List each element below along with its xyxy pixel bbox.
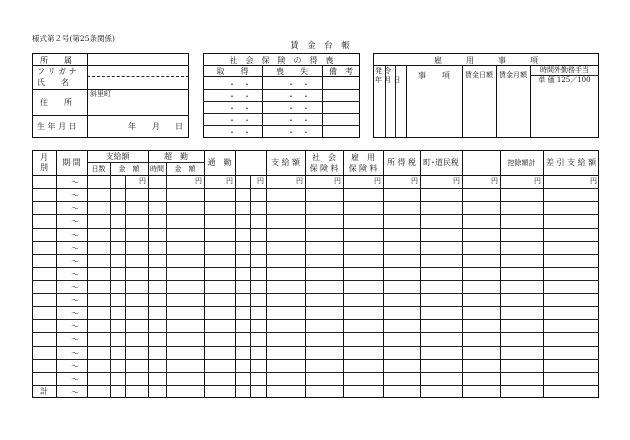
hdr-shikyugaku-total: 支 給 額	[270, 158, 301, 167]
hdr-juminzei: 町･道民税	[423, 158, 459, 167]
si-dot: ・	[287, 128, 295, 137]
ledger-row-line	[32, 267, 599, 268]
hdr-kojo-total: 控除額計	[507, 159, 536, 167]
hdr-shotokuzei: 所 得 税	[386, 158, 417, 167]
yen-unit: 円	[491, 177, 498, 185]
period-tilde: ～	[71, 256, 79, 266]
label-overtime-1: 時間外勤務手当	[540, 66, 589, 74]
col-soshitsu: 喪 失	[276, 67, 308, 76]
si-dot: ・	[243, 104, 251, 113]
birth-month-unit: 月	[152, 122, 160, 131]
total-label: 計	[40, 387, 48, 396]
si-dot: ・	[302, 104, 310, 113]
hdr-chokin: 超 勤	[164, 152, 188, 161]
ledger-row-line	[32, 214, 599, 215]
hdr-koyo-2: 保 険 料	[348, 164, 378, 173]
si-dot: ・	[228, 104, 236, 113]
ledger-row-line	[32, 280, 599, 281]
period-tilde: ～	[71, 191, 79, 201]
period-tilde: ～	[71, 230, 79, 240]
label-birthdate: 生 年 月 日	[37, 122, 77, 131]
hdr-tsukin: 通 勤	[207, 158, 232, 167]
label-hatsurei: 発 令	[375, 67, 392, 75]
period-tilde: ～	[71, 387, 79, 397]
si-dot: ・	[243, 92, 251, 101]
period-tilde: ～	[71, 217, 79, 227]
yen-unit: 円	[374, 177, 381, 185]
ledger-row-line	[32, 306, 599, 307]
period-tilde: ～	[71, 335, 79, 345]
col-shutoku: 取 得	[216, 67, 249, 76]
hdr-betsu: 別	[40, 163, 48, 172]
yen-unit: 円	[534, 177, 541, 185]
ledger-row-line	[32, 346, 599, 347]
label-jusho: 住 所	[40, 98, 72, 107]
ledger-row-line	[32, 241, 599, 242]
si-dot: ・	[302, 80, 310, 89]
si-dot: ・	[302, 92, 310, 101]
label-ymd: 年 月 日	[375, 76, 401, 84]
hdr-kingaku-2: 金 額	[174, 165, 196, 173]
employment-header: 雇 用 事 項	[434, 56, 538, 65]
ledger-row-line	[32, 332, 599, 333]
ledger-row-line	[32, 228, 599, 229]
birth-day-unit: 日	[175, 122, 183, 131]
col-biko: 備 考	[329, 67, 353, 76]
si-dot: ・	[287, 80, 295, 89]
si-dot: ・	[228, 80, 236, 89]
period-tilde: ～	[71, 282, 79, 292]
si-dot: ・	[287, 116, 295, 125]
form-number-label: 様式第２号(第25条関係)	[32, 34, 115, 43]
si-dot: ・	[228, 128, 236, 137]
period-tilde: ～	[71, 178, 79, 187]
ledger-row-line	[32, 372, 599, 373]
si-dot: ・	[243, 128, 251, 137]
si-dot: ・	[302, 128, 310, 137]
period-tilde: ～	[71, 269, 79, 279]
ledger-row-line	[32, 293, 599, 294]
yen-unit: 円	[139, 177, 146, 185]
ledger-row-line	[32, 385, 599, 386]
hdr-shakai-2: 保 険 料	[309, 164, 339, 173]
hdr-tsuki: 月	[40, 153, 48, 162]
yen-unit: 円	[257, 177, 264, 185]
hdr-nissu: 日数	[91, 165, 106, 173]
period-tilde: ～	[71, 348, 79, 358]
period-tilde: ～	[71, 361, 79, 371]
si-dot: ・	[228, 116, 236, 125]
ledger-row-line	[32, 254, 599, 255]
social-insurance-header: 社 会 保 険 の 得 喪	[229, 56, 334, 65]
yen-unit: 円	[226, 177, 233, 185]
yen-unit: 円	[411, 177, 418, 185]
period-tilde: ～	[71, 374, 79, 384]
yen-unit: 円	[453, 177, 460, 185]
ledger-row-line	[32, 359, 599, 360]
yen-unit: 円	[334, 177, 341, 185]
hdr-jikan: 時間	[150, 165, 164, 173]
address-value: 斜里町	[90, 90, 111, 98]
ledger-row-line	[32, 319, 599, 320]
label-furigana: フ リ ガ ナ	[37, 67, 77, 76]
yen-unit: 円	[590, 177, 597, 185]
yen-unit: 円	[296, 177, 303, 185]
si-dot: ・	[243, 116, 251, 125]
label-shozoku: 所 属	[40, 56, 72, 65]
period-tilde: ～	[71, 309, 79, 319]
hdr-koyo-1: 雇 用	[351, 153, 375, 162]
period-tilde: ～	[71, 296, 79, 306]
si-dot: ・	[287, 104, 295, 113]
label-chingin-gekkan: 賃金月額	[499, 71, 527, 79]
hdr-kikan: 期 間	[62, 158, 81, 167]
period-tilde: ～	[71, 243, 79, 253]
si-dot: ・	[243, 80, 251, 89]
hdr-shakai-1: 社 会	[312, 153, 336, 162]
hdr-sashihiki: 差 引 支 給 額	[545, 158, 597, 167]
label-chingin-nichigaku: 賃金日額	[465, 71, 493, 79]
ledger-row-line	[32, 188, 599, 189]
si-dot: ・	[302, 116, 310, 125]
period-tilde: ～	[71, 322, 79, 332]
period-tilde: ～	[71, 204, 79, 214]
ledger-row-line	[32, 201, 599, 202]
label-overtime-2: 単 価 125／100	[538, 76, 591, 84]
si-dot: ・	[228, 92, 236, 101]
hdr-shikyugaku: 支給額	[105, 152, 130, 161]
si-dot: ・	[287, 92, 295, 101]
birth-year-unit: 年	[128, 122, 136, 131]
hdr-kingaku-1: 金 額	[118, 165, 140, 173]
yen-unit: 円	[195, 177, 202, 185]
label-jiko: 事 項	[418, 71, 450, 80]
label-shimei: 氏 名	[37, 78, 69, 87]
page-title: 賃 金 台 帳	[290, 41, 350, 51]
